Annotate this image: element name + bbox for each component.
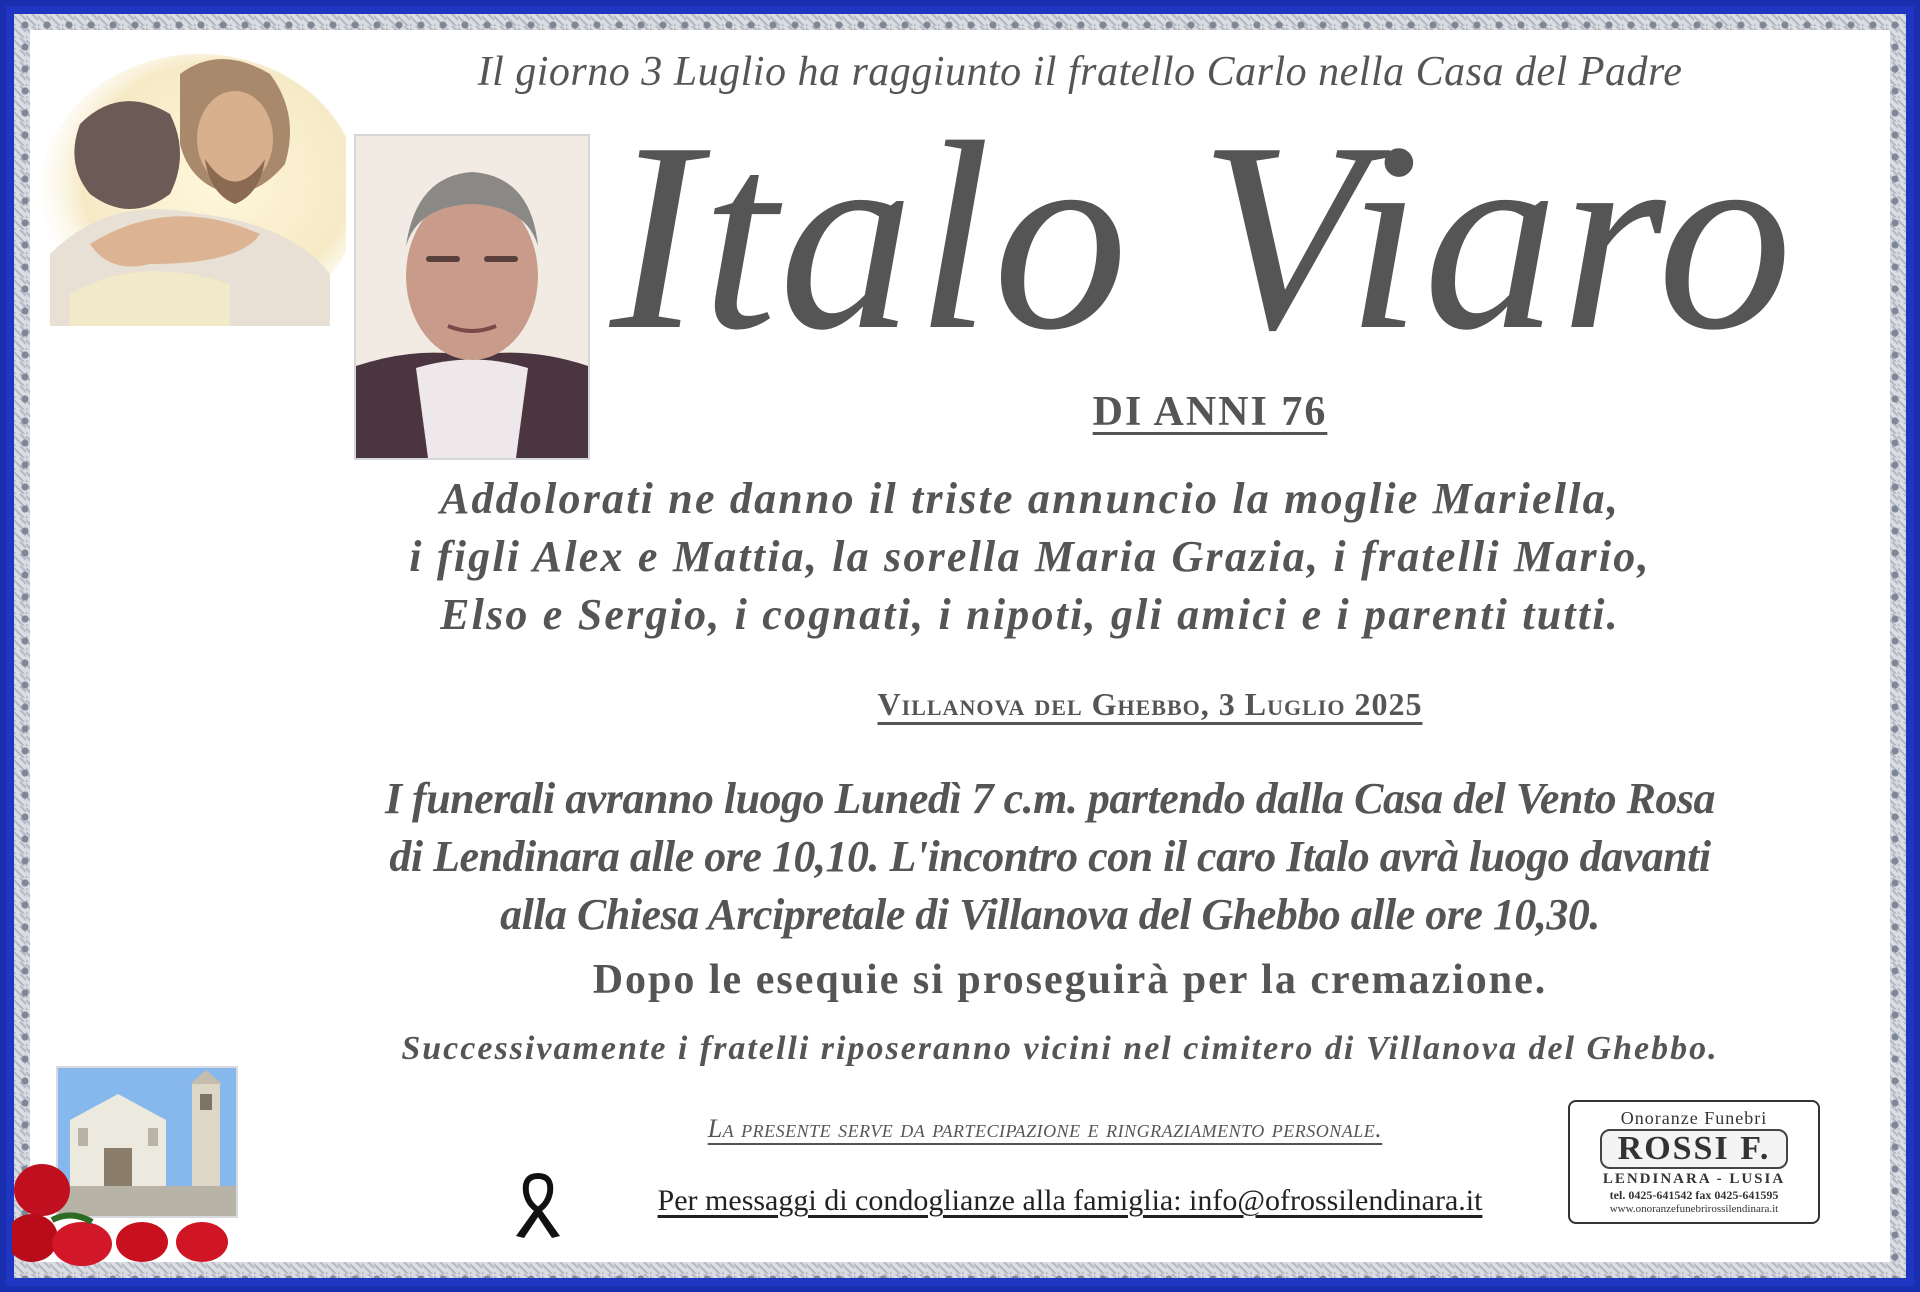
announcement-block <box>260 470 1800 644</box>
logo-name: ROSSI F. <box>1600 1129 1789 1169</box>
participation-note: La presente serve da partecipazione e ringraziamento personale. <box>707 1114 1383 1143</box>
funeral-line: alla Chiesa Arcipretale di Villanova del Ghebbo alle ore 10,30. <box>500 890 1600 939</box>
mourning-ribbon-icon <box>510 1170 566 1240</box>
funeral-details <box>200 770 1900 944</box>
intro-line: Il giorno 3 Luglio ha raggiunto il fratello Carlo nella Casa del Padre <box>477 49 1683 95</box>
announcement-line: Elso e Sergio, i cognati, i nipoti, gli amici e i parenti tutti. <box>440 590 1620 639</box>
cremation-note: Dopo le esequie si proseguirà per la cremazione. <box>592 957 1548 1003</box>
logo-location: LENDINARA - LUSIA <box>1602 1171 1786 1187</box>
burial-note: Successivamente i fratelli riposeranno vicini nel cimitero di Villanova del Ghebbo. <box>401 1030 1719 1067</box>
funeral-home-logo <box>1568 1100 1820 1224</box>
logo-phone: tel. 0425-641542 fax 0425-641595 <box>1609 1188 1779 1202</box>
logo-line-1: Onoranze Funebri <box>1620 1108 1768 1128</box>
funeral-line: I funerali avranno luogo Lunedì 7 c.m. partendo dalla Casa del Vento Rosa <box>384 774 1716 823</box>
condolences-email-link[interactable]: Per messaggi di condoglianze alla famiglia: info@ofrossilendinara.it <box>657 1184 1483 1217</box>
deceased-name: Italo Viaro <box>610 87 1795 386</box>
announcement-line: Addolorati ne danno il triste annuncio la moglie Mariella, <box>439 474 1621 523</box>
logo-website: www.onoranzefunebrirossilendinara.it <box>1609 1203 1779 1215</box>
funeral-line: di Lendinara alle ore 10,10. L'incontro con il caro Italo avrà luogo davanti <box>389 832 1711 881</box>
roses-decoration <box>12 1130 234 1268</box>
announcement-line: i figli Alex e Mattia, la sorella Maria Grazia, i fratelli Mario, <box>409 532 1651 581</box>
age-line: DI ANNI 76 <box>1092 389 1328 435</box>
deceased-portrait <box>354 134 590 460</box>
place-date: Villanova del Ghebbo, 3 Luglio 2025 <box>877 686 1423 722</box>
jesus-embrace-image <box>30 44 346 326</box>
